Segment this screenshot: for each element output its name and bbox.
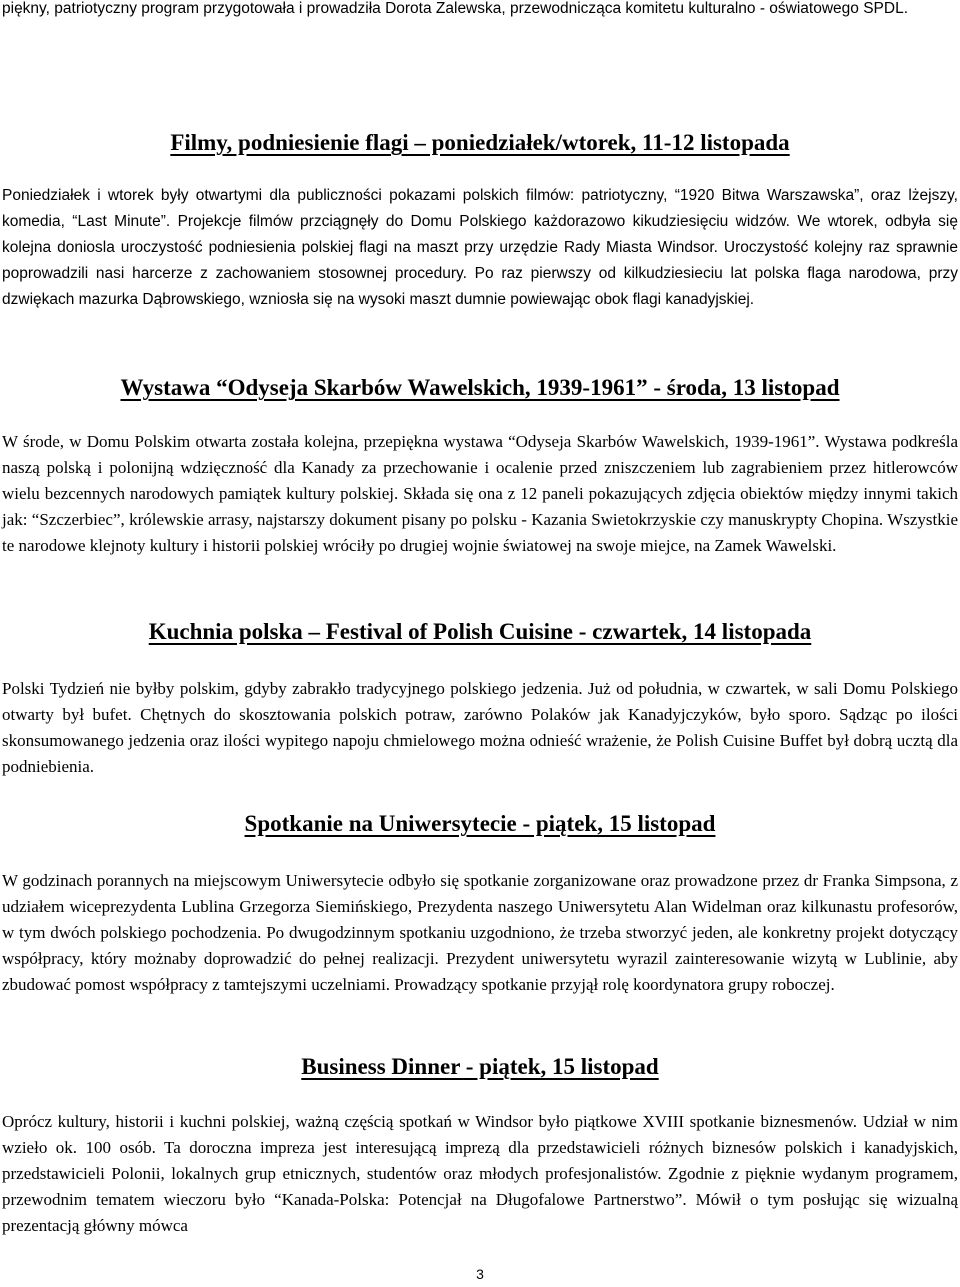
section-heading-cuisine: Kuchnia polska – Festival of Polish Cuisine - czwartek, 14 listopada [148,619,812,644]
section-body-cuisine: Polski Tydzień nie byłby polskim, gdyby zabrakło tradycyjnego polskiego jedzenia. Już od południa, w czwartek, w sali Domu Polskiego otwarty był bufet. Chętnych do skosztowania polskich potraw, zarówno Polaków jak Kanadyjczyków, było sporo. Sądząc po ilości skonsumowanego jedzenia oraz ilości wypitego napoju chmielowego można odnieść wrażenie, że Polish Cuisine Buffet był dobrą ucztą dla podniebienia. [2,679,958,776]
section-body-films: Poniedziałek i wtorek były otwartymi dla publiczności pokazami polskich filmów: patriotyczny, “1920 Bitwa Warszawska”, oraz lżejszy, komedia, “Last Minute”. Projekcje filmów przciągnęły do Domu Polskiego każdorazowo kikudziesięciu widzów. We wtorek, odbyła się kolejna doniosla uroczystość podniesienia polskiej flagi na maszt przy urzędzie Rady Miasta Windsor. Uroczystość kolejny raz sprawnie poprowadzili nasi harcerze z zachowaniem stosownej procedury. Po raz pierwszy od kilkudziesieciu lat polska flaga narodowa, przy dzwiękach mazurka Dąbrowskiego, wzniosła się na wysoki maszt dumnie powiewając obok flagi kanadyjskiej. [2,187,958,308]
section-heading-exhibition: Wystawa “Odyseja Skarbów Wawelskich, 1939-1961” - środa, 13 listopad [120,375,840,400]
section-heading-business-dinner: Business Dinner - piątek, 15 listopad [301,1054,659,1079]
section-body-exhibition: W środe, w Domu Polskim otwarta została kolejna, przepiękna wystawa “Odyseja Skarbów Wawelskich, 1939-1961”. Wystawa podkreśla naszą polską i polonijną wdzięczność dla Kanady za przechowanie i ocalenie przed zniszczeniem lub zagrabieniem przez hitlerowców wielu bezcennych narodowych pamiątek kultury polskiej. Składa się ona z 12 paneli pokazujących zdjęcia obiektów między innymi takich jak: “Szczerbiec”, królewskie arrasy, najstarszy dokument pisany po polsku - Kazania Swietokrzyskie czy manuskrypty Chopina. Wszystkie te narodowe klejnoty kultury i historii polskiej wróciły po drugiej wojnie światowej na swoje miejce, na Zamek Wawelski. [2,432,958,555]
section-heading-films: Filmy, podniesienie flagi – poniedziałek/wtorek, 11-12 listopada [170,130,790,155]
section-heading-university: Spotkanie na Uniwersytecie - piątek, 15 listopad [244,811,716,836]
section-body-business-dinner: Oprócz kultury, historii i kuchni polskiej, ważną częścią spotkań w Windsor było piątkowe XVIII spotkanie biznesmenów. Udział w nim wzieło ok. 100 osób. Ta doroczna impreza jest interesującą imprezą dla przedstawicieli różnych biznesów polskich i kanadyjskich, przedstawicieli Polonii, lokalnych grup etnicznych, studentów oraz młodych profesjonalistów. Zgodnie z pięknie wydanym programem, przewodnim tematem wieczoru było “Kanada-Polska: Potencjał na Długofalowe Partnerstwo”. Mówił o tym posłując się wizualną prezentacją główny mówca [2,1112,958,1235]
section-body-university: W godzinach porannych na miejscowym Uniwersytecie odbyło się spotkanie zorganizowane oraz prowadzone przez dr Franka Simpsona, z udziałem wiceprezydenta Lublina Grzegorza Siemińskiego, Prezydenta naszego Uniwersytetu Alan Widelman oraz kilkunastu profesorów, w tym dwóch polskiego pochodzenia. Po dwugodzinnym spotkaniu uzgodniono, że trzeba stworzyć jeden, ale konkretny projekt dotyczący współpracy, który możnaby doprowadzić do pełnej realizacji. Prezydent uniwersytetu wyrazil zainteresowanie wizytą w Lublinie, aby zbudować pomost współpracy z tamtejszymi uczelniami. Prowadzący spotkanie przyjął rolę koordynatora grupy roboczej. [2,871,958,994]
page-number: 3 [476,1266,484,1282]
intro-paragraph: piękny, patriotyczny program przygotowała i prowadziła Dorota Zalewska, przewodnicząca komitetu kulturalno - oświatowego SPDL. [2,0,909,17]
